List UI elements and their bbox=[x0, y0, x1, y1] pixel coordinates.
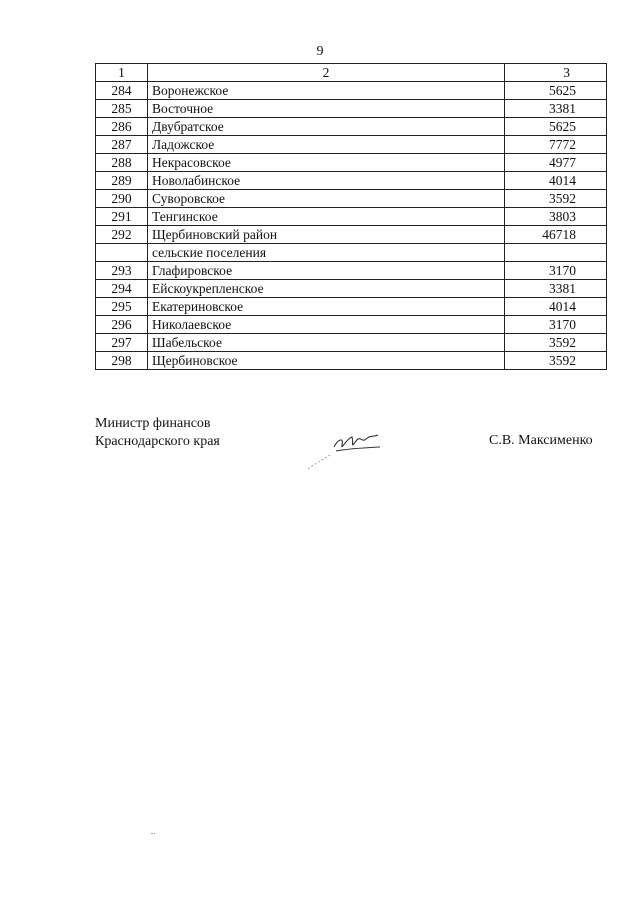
row-value: 5625 bbox=[505, 118, 607, 136]
row-name: Двубратское bbox=[148, 118, 505, 136]
table-row bbox=[96, 334, 607, 352]
row-name: Николаевское bbox=[148, 316, 505, 334]
table-row bbox=[96, 154, 607, 172]
row-value: 3170 bbox=[505, 316, 607, 334]
row-name: сельские поселения bbox=[148, 244, 505, 262]
table-row bbox=[96, 100, 607, 118]
row-number: 295 bbox=[96, 298, 148, 316]
row-number: 292 bbox=[96, 226, 148, 244]
row-name: Суворовское bbox=[148, 190, 505, 208]
row-name: Ладожское bbox=[148, 136, 505, 154]
row-value: 3592 bbox=[505, 352, 607, 370]
row-value: 3381 bbox=[505, 280, 607, 298]
row-name: Екатериновское bbox=[148, 298, 505, 316]
table-row bbox=[96, 280, 607, 298]
page-number: 9 bbox=[316, 44, 324, 59]
table-row bbox=[96, 172, 607, 190]
row-name: Тенгинское bbox=[148, 208, 505, 226]
row-name: Шабельское bbox=[148, 334, 505, 352]
row-value: 46718 bbox=[505, 226, 607, 244]
row-number: 288 bbox=[96, 154, 148, 172]
row-value: 3592 bbox=[505, 190, 607, 208]
table-row bbox=[96, 352, 607, 370]
handwritten-signature bbox=[300, 425, 390, 475]
row-value: 3592 bbox=[505, 334, 607, 352]
row-value: 3803 bbox=[505, 208, 607, 226]
row-number: 294 bbox=[96, 280, 148, 298]
row-value: 3381 bbox=[505, 100, 607, 118]
row-value: 5625 bbox=[505, 82, 607, 100]
row-name: Глафировское bbox=[148, 262, 505, 280]
signatory-title-line2: Краснодарского края bbox=[95, 434, 220, 449]
row-value: 3170 bbox=[505, 262, 607, 280]
row-name: Щербиновский район bbox=[148, 226, 505, 244]
row-name: Восточное bbox=[148, 100, 505, 118]
header-col-3: 3 bbox=[505, 64, 607, 82]
row-number: 293 bbox=[96, 262, 148, 280]
row-number bbox=[96, 244, 148, 262]
row-value: 4977 bbox=[505, 154, 607, 172]
row-name: Некрасовское bbox=[148, 154, 505, 172]
row-name: Ейскоукрепленское bbox=[148, 280, 505, 298]
table-row bbox=[96, 208, 607, 226]
row-number: 290 bbox=[96, 190, 148, 208]
row-number: 287 bbox=[96, 136, 148, 154]
table-row bbox=[96, 244, 607, 262]
table-header-row bbox=[96, 64, 607, 82]
row-value: 4014 bbox=[505, 172, 607, 190]
row-name: Щербиновское bbox=[148, 352, 505, 370]
table-body bbox=[96, 82, 607, 370]
signatory-title-line1: Министр финансов bbox=[95, 416, 211, 431]
header-col-2: 2 bbox=[148, 64, 505, 82]
table-row bbox=[96, 136, 607, 154]
table-row bbox=[96, 316, 607, 334]
row-value: 7772 bbox=[505, 136, 607, 154]
table-row bbox=[96, 118, 607, 136]
signatory-title bbox=[95, 415, 220, 451]
row-number: 286 bbox=[96, 118, 148, 136]
row-number: 284 bbox=[96, 82, 148, 100]
allocation-table bbox=[95, 63, 607, 370]
table-row bbox=[96, 298, 607, 316]
row-name: Новолабинское bbox=[148, 172, 505, 190]
row-number: 291 bbox=[96, 208, 148, 226]
row-name: Воронежское bbox=[148, 82, 505, 100]
table-row bbox=[96, 82, 607, 100]
signatory-name: С.В. Максименко bbox=[489, 433, 593, 448]
row-number: 289 bbox=[96, 172, 148, 190]
header-col-1: 1 bbox=[96, 64, 148, 82]
row-value: 4014 bbox=[505, 298, 607, 316]
scan-speck bbox=[150, 832, 156, 835]
table-row bbox=[96, 190, 607, 208]
row-number: 297 bbox=[96, 334, 148, 352]
row-number: 296 bbox=[96, 316, 148, 334]
row-number: 285 bbox=[96, 100, 148, 118]
row-value bbox=[505, 244, 607, 262]
table-row bbox=[96, 226, 607, 244]
table-row bbox=[96, 262, 607, 280]
row-number: 298 bbox=[96, 352, 148, 370]
